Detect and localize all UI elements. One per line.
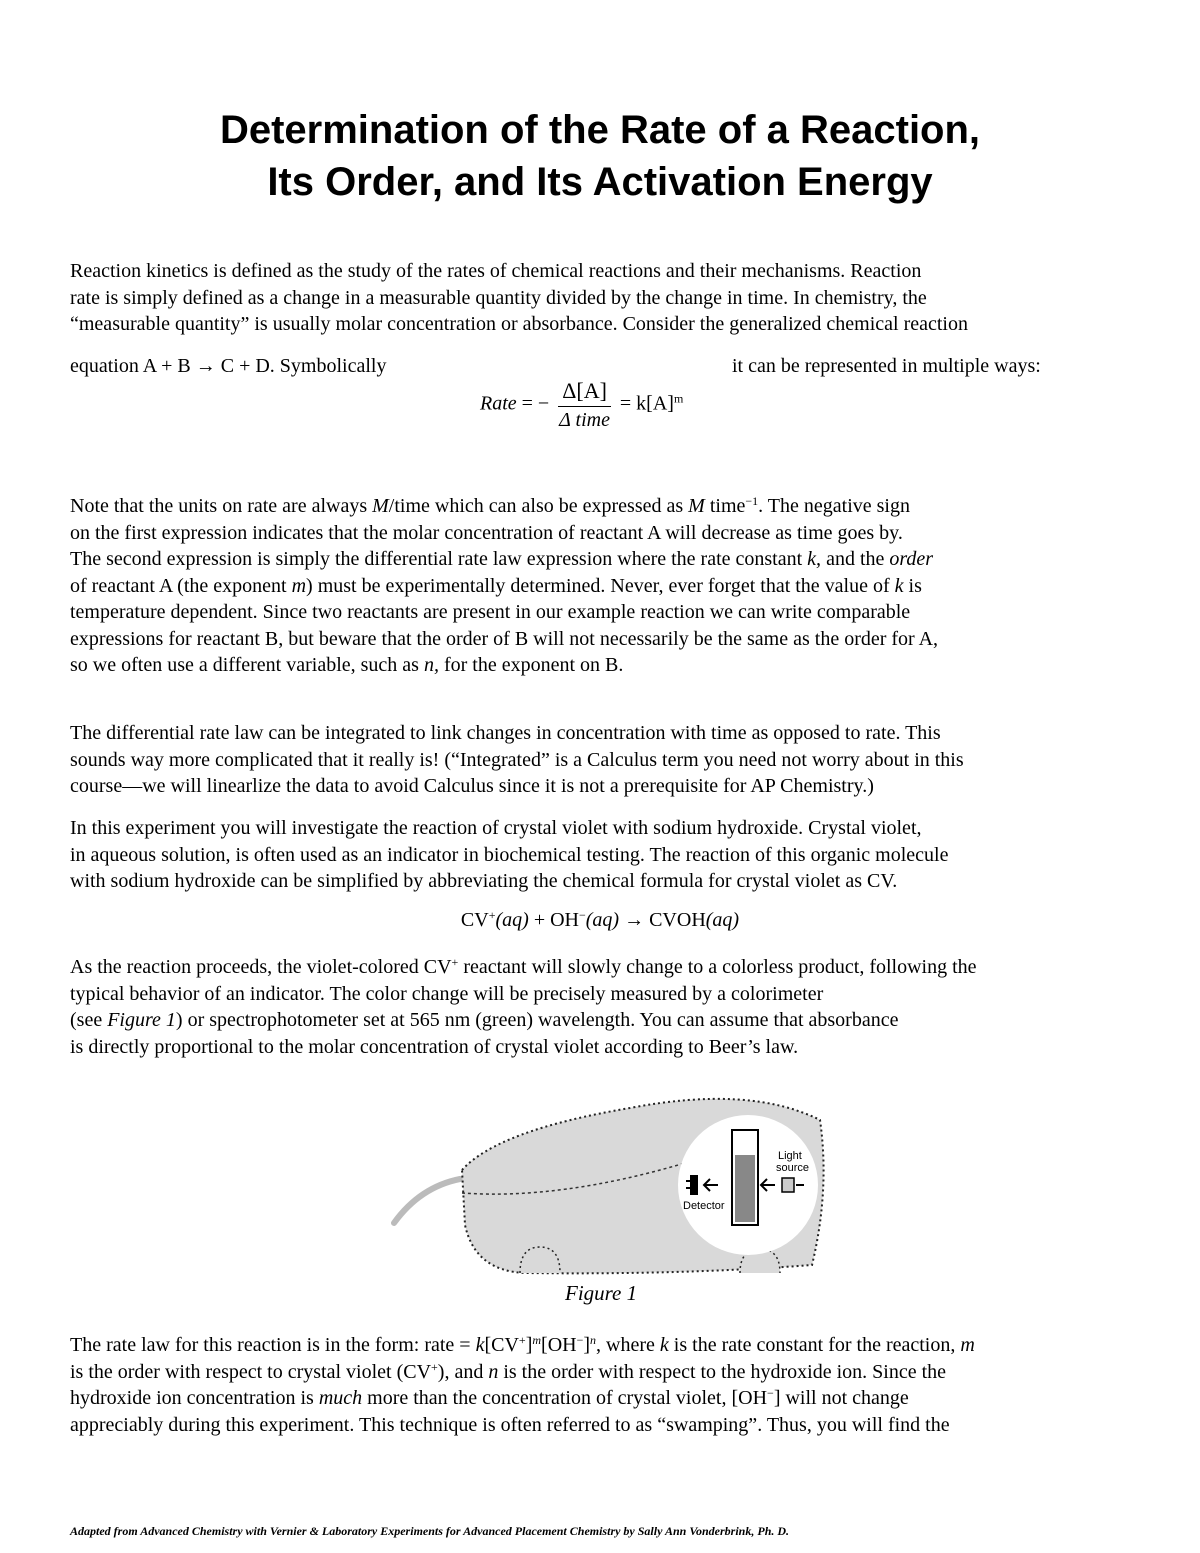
proceeds-line: is directly proportional to the molar concentration of crystal violet according to Beer’s law.: [70, 1035, 799, 1058]
page-footer: Adapted from Advanced Chemistry with Vernier & Laboratory Experiments for Advanced Placement Chemistry by Sally Ann Vonderbrink, Ph. D.: [70, 1524, 790, 1538]
formula-rate-law: = k[A]: [619, 392, 674, 415]
fraction-numerator: Δ[A]: [558, 378, 611, 407]
proceeds-line: (see Figure 1) or spectrophotometer set at 565 nm (green) wavelength. You can assume that absorbance: [70, 1009, 899, 1031]
fraction-denominator: Δ time: [559, 409, 610, 431]
integrated-line: The differential rate law can be integrated to link changes in concentration with time as opposed to rate. This: [70, 722, 941, 744]
proceeds-line: As the reaction proceeds, the violet-colored CV+ reactant will slowly change to a colorless product, following the: [70, 955, 977, 978]
reaction-equation: CV+(aq) + OH−(aq) → CVOH(aq): [460, 908, 740, 931]
intro-equation-text: equation A + B → C + D. Symbolically: [70, 355, 387, 377]
colorimeter-figure: [380, 1075, 840, 1285]
ratelaw-line: hydroxide ion concentration is much more than the concentration of crystal violet, [OH−] will not change: [70, 1386, 909, 1409]
note-line: temperature dependent. Since two reactants are present in our example reaction we can write comparable: [70, 601, 911, 623]
light-source-label: source: [776, 1162, 810, 1174]
ratelaw-line: appreciably during this experiment. This technique is often referred to as “swamping”. Thus, you will find the: [70, 1413, 950, 1436]
note-line: so we often use a different variable, such as n, for the exponent on B.: [70, 654, 624, 676]
experiment-line: in aqueous solution, is often used as an indicator in biochemical testing. The reaction of this organic molecule: [70, 843, 949, 866]
detector-label: Detector: [683, 1200, 725, 1212]
intro-line: “measurable quantity” is usually molar concentration or absorbance. Consider the generalized chemical reaction: [70, 313, 968, 335]
title-line-1: Determination of the Rate of a Reaction,: [219, 108, 981, 152]
integrated-line: sounds way more complicated that it really is! (“Integrated” is a Calculus term you need not worry about in this: [70, 748, 964, 771]
note-line: expressions for reactant B, but beware that the order of B will not necessarily be the same as the order for A,: [70, 627, 939, 650]
figure-caption: Figure 1: [565, 1281, 638, 1305]
intro-paragraph: [70, 258, 1145, 338]
light-source-label: Light: [778, 1150, 802, 1162]
note-line: of reactant A (the exponent m) must be experimentally determined. Never, ever forget that the value of k is: [70, 574, 922, 597]
integrated-line: course—we will linearlize the data to avoid Calculus since it is not a prerequisite for AP Chemistry.): [70, 775, 874, 797]
experiment-line: In this experiment you will investigate the reaction of crystal violet with sodium hydroxide. Crystal violet,: [70, 817, 922, 839]
note-line: The second expression is simply the differential rate law expression where the rate constant k, and the order: [70, 548, 934, 570]
experiment-paragraph: [70, 815, 1145, 895]
rate-symbol: Rate: [480, 392, 517, 415]
note-line: on the first expression indicates that the molar concentration of reactant A will decrease as time goes by.: [70, 521, 903, 544]
colorimeter-illustration: [380, 1075, 840, 1280]
experiment-line: with sodium hydroxide can be simplified by abbreviating the chemical formula for crystal violet as CV.: [70, 870, 898, 892]
rate-fraction: [558, 378, 611, 432]
title-line-2: Its Order, and Its Activation Energy: [267, 160, 933, 204]
note-paragraph: [70, 493, 1145, 679]
proceeds-paragraph: [70, 954, 1145, 1060]
intro-line: rate is simply defined as a change in a measurable quantity divided by the change in time. In chemistry, the: [70, 286, 927, 309]
ratelaw-paragraph: [70, 1332, 1145, 1438]
formula-exponent: m: [673, 391, 684, 406]
ratelaw-line: is the order with respect to crystal violet (CV+), and n is the order with respect to the hydroxide ion. Since the: [70, 1359, 947, 1383]
integrated-paragraph: [70, 720, 1145, 800]
intro-line: Reaction kinetics is defined as the study of the rates of chemical reactions and their mechanisms. Reaction: [70, 260, 922, 282]
rate-formula: [480, 378, 683, 432]
note-line: Note that the units on rate are always M/time which can also be expressed as M time$^{-1}$. The negative sign: [70, 494, 910, 517]
ratelaw-line: The rate law for this reaction is in the form: rate = $k[CV^+]^m[OH^-]^n$, where k is the rate constant for the reaction, m: [70, 1333, 975, 1356]
formula-equals-minus: = −: [521, 392, 550, 415]
proceeds-line: typical behavior of an indicator. The color change will be precisely measured by a colorimeter: [70, 982, 824, 1005]
page-title: [0, 104, 1200, 208]
intro-equation-text-right: it can be represented in multiple ways:: [732, 355, 1041, 377]
